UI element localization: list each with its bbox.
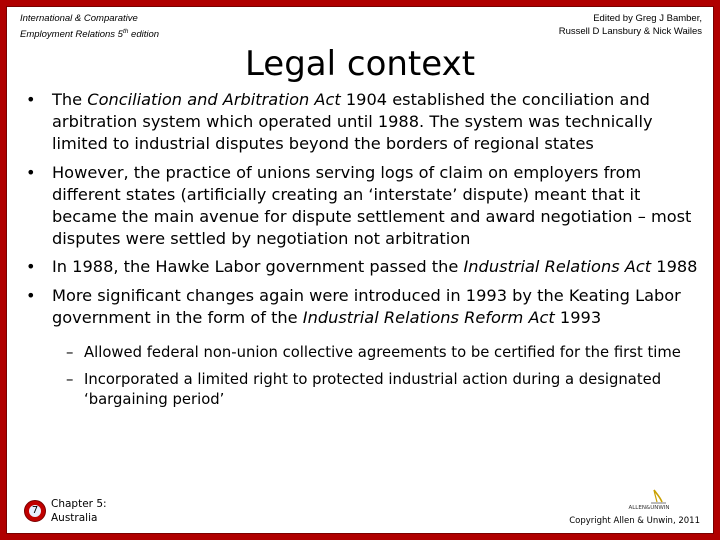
bullet-2 (26, 162, 702, 251)
sub-bullet-dash: – (66, 344, 74, 362)
page-number: 7 (29, 505, 41, 517)
bullet-4-post: 1993 (554, 307, 602, 327)
bullet-3-act-name: Industrial Relations Act (463, 257, 652, 277)
bullet-2-text: However, the practice of unions serving logs of claim on employers from different states (artificially creating an ‘interstate’ dispute) meant that it became the main avenue for dispute settlement and award negotiation – most disputes were settled by negotiation not arbitration (52, 162, 692, 249)
book-title-line1: International & Comparative (20, 13, 138, 24)
publisher-logo-icon (624, 488, 674, 512)
bullet-3-pre: In 1988, the Hawke Labor government passed the (52, 257, 464, 277)
sub-bullet-1 (26, 343, 702, 364)
bullet-1-act-name: Conciliation and Arbitration Act (87, 90, 341, 109)
book-title (20, 12, 159, 41)
bullet-4-act-name: Industrial Relations Reform Act (302, 307, 555, 327)
slide-title: Legal context (244, 44, 476, 84)
bullet-4 (26, 285, 702, 329)
page-number-badge (24, 500, 46, 522)
sub-bullet-2 (26, 370, 702, 411)
bullet-4-pre: More significant changes again were introduced in 1993 by the Keating Labor government in the form of the (52, 285, 681, 327)
publisher-logo (624, 488, 674, 512)
chapter-label (51, 497, 107, 525)
bullet-dot: • (26, 285, 36, 305)
bullet-dot: • (26, 257, 36, 277)
editors-line1: Edited by Greg J Bamber, (593, 13, 702, 24)
editors (559, 12, 702, 38)
copyright-text: Copyright Allen & Unwin, 2011 (569, 516, 700, 526)
sub-bullet-2-text: Incorporated a limited right to protected industrial action during a designated ‘bargaining period’ (84, 370, 662, 409)
chapter-line2: Australia (51, 512, 98, 524)
book-title-superscript: th (122, 28, 129, 35)
editors-line2: Russell D Lansbury & Nick Wailes (558, 26, 702, 37)
bullet-1-pre: The (52, 90, 88, 109)
book-title-line2 (20, 25, 159, 41)
publisher-logo-text: ALLEN&UNWIN (628, 505, 670, 511)
sub-bullet-dash: – (66, 370, 74, 388)
chapter-line1: Chapter 5: (51, 498, 107, 510)
book-title-line2-suffix: edition (128, 29, 160, 41)
bullet-1 (26, 89, 702, 156)
book-title-line2-text: Employment Relations 5 (20, 29, 123, 41)
bullet-1-post: 1904 established the conciliation and arbitration system which operated until 1988. The system was technically limited to industrial disputes beyond the borders of regional states (52, 90, 653, 154)
sub-bullet-1-text: Allowed federal non-union collective agreements to be certified for the first time (84, 344, 681, 362)
bullet-3-post: 1988 (651, 257, 698, 277)
slide-body (26, 89, 702, 411)
bullet-dot: • (26, 162, 36, 182)
bullet-3 (26, 256, 702, 278)
bullet-dot: • (26, 90, 36, 109)
